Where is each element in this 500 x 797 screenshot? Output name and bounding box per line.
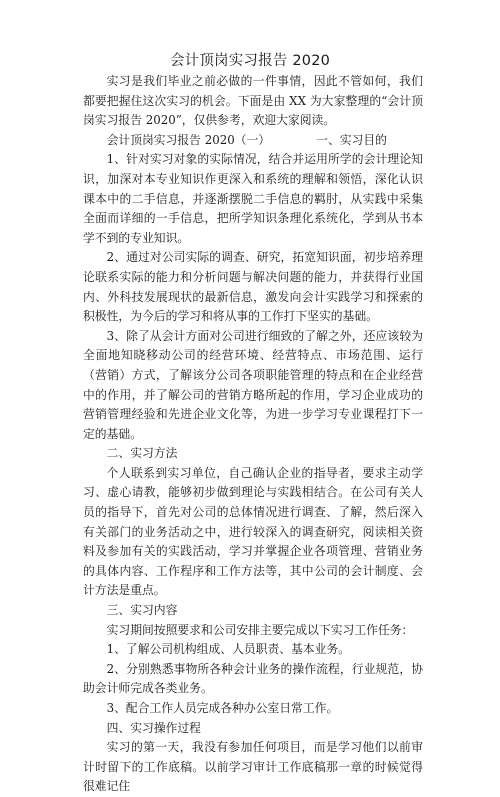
content-item-3: 3、配合工作人员完成各种办公室日常工作。	[106, 701, 339, 715]
content-intro: 实习期间按照要求和公司安排主要完成以下实习工作任务：	[106, 622, 414, 637]
document-body	[83, 72, 423, 797]
intro-paragraph: 实习是我们毕业之前必做的一件事情，因此不管如何，我们都要把握住这次实习的机会。下面是由 XX 为大家整理的“会计顶岗实习报告 2020”，仅供参考，欢迎大家阅读。	[83, 74, 423, 128]
method-paragraph: 个人联系到实习单位，自己确认企业的指导者，要求主动学习、虚心请教，能够初步做到理论与实践相结合。在公司有关人员的指导下，首先对公司的总体情况进行调查、了解，然后深入有关部门的业务活动之中，进行较深入的调查研究，阅读相关资料及参加有关的实践活动，学习并掌握企业各项管理、营销业务的具体内容、工作程序和工作方法等，其中公司的会计制度、会计方法是重点。	[83, 465, 423, 598]
section-heading-purpose: 一、实习目的	[316, 132, 387, 147]
content-item-2: 2、分别熟悉事物所各种会计业务的操作流程，行业规范，协助会计师完成各类业务。	[83, 661, 423, 696]
section-heading-content: 三、实习内容	[106, 603, 178, 618]
section-heading-method: 二、实习方法	[106, 446, 178, 461]
subtitle-line	[83, 131, 423, 151]
section-heading-process: 四、实习操作过程	[106, 720, 201, 735]
purpose-item-2: 2、通过对公司实际的调查、研究，拓宽知识面，初步培养理论联系实际的能力和分析问题与解决问题的能力，并获得行业国内、外科技发展现状的最新信息，激发向会计实践学习和探索的积极性，为今后的学习和将从事的工作打下坚实的基础。	[83, 250, 423, 324]
document-title: 会计顶岗实习报告 2020	[169, 53, 331, 69]
process-paragraph: 实习的第一天，我没有参加任何项目，而是学习他们以前审计时留下的工作底稿。以前学习审计工作底稿那一章的时候觉得很难记住	[83, 740, 423, 794]
report-subtitle: 会计顶岗实习报告 2020（一）	[106, 132, 271, 147]
purpose-item-3: 3、除了从会计方面对公司进行细致的了解之外，还应该较为全面地知晓移动公司的经营环境、经营特点、市场范围、运行（营销）方式，了解该分公司各项职能管理的特点和在企业经营中的作用，并了解公司的营销方略所起的作用，学习企业成功的营销管理经验和先进企业文化等，为进一步学习专业课程打下一定的基础。	[83, 328, 423, 441]
purpose-item-1: 1、针对实习对象的实际情况，结合并运用所学的会计理论知识，加深对本专业知识作更深入和系统的理解和领悟，深化认识课本中的二手信息，并逐渐摆脱二手信息的羁肘，从实践中采集全面而详细的一手信息，把所学知识条理化系统化，学到从书本学不到的专业知识。	[83, 152, 423, 245]
content-item-1: 1、了解公司机构组成、人员职责、基本业务。	[106, 642, 351, 657]
